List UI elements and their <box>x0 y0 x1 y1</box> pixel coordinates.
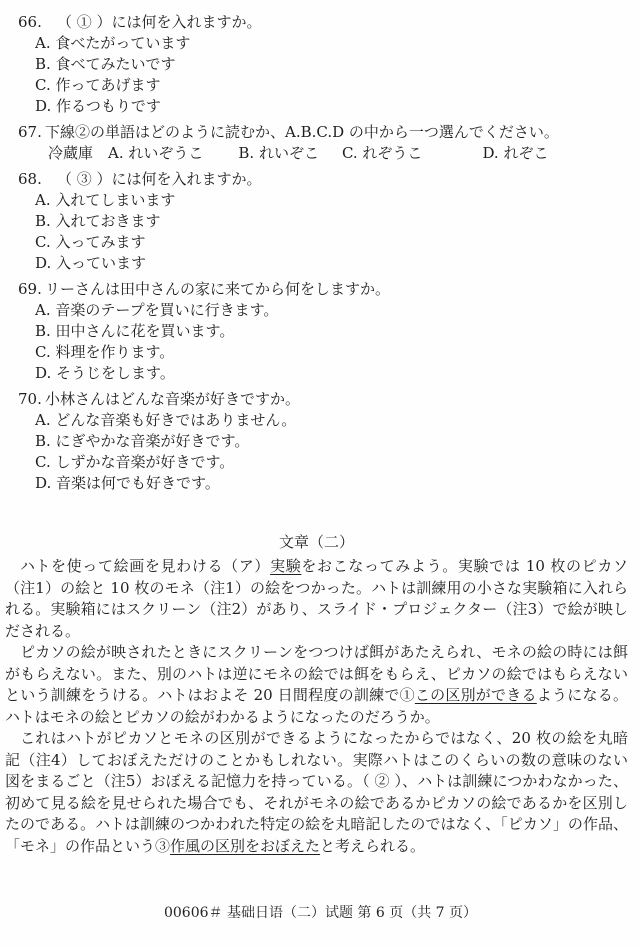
question-69 <box>18 279 627 384</box>
options-list <box>18 300 627 384</box>
question-stem: 下線②の単語はどのように読むか、A.B.C.D の中から一つ選んでください。 <box>45 123 559 141</box>
question-70 <box>18 389 627 494</box>
reading-passage <box>0 532 641 857</box>
option-a: A. どんな音楽も好きではありません。 <box>35 411 297 429</box>
page-footer: 00606＃ 基础日语（二）试题 第 6 页（共 7 页） <box>163 905 478 921</box>
option-c: C. しずかな音楽が好きです。 <box>35 453 235 471</box>
target-word: 冷蔵庫 <box>48 144 94 162</box>
question-number: 70. <box>18 390 42 408</box>
option-c: C. 入ってみます <box>35 233 146 251</box>
option-b: B. 入れておきます <box>35 212 161 230</box>
question-number: 66. <box>18 13 42 31</box>
option-b: B. れいぞこ <box>238 144 319 162</box>
question-stem: リーさんは田中さんの家に来てから何をしますか。 <box>45 280 391 298</box>
underlined-phrase-a: 実験 <box>270 557 302 575</box>
option-b: B. 田中さんに花を買います。 <box>35 322 235 340</box>
option-d: D. 入っています <box>35 254 147 272</box>
passage-text: これはハトがピカソとモネの区別ができるようになったからではなく、20 枚の絵を丸暗記（注4）しておぼえただけのことかもしれない。実際ハトはこのくらいの数の意味のない図をまるごと（注5）おぼえる記憶力を持っている。（ ② ）、ハトは訓練につかわなかった、初めて見る絵を見せられた場合でも、それがモネの絵であるかピカソの絵であるかを区別したのである。ハトは訓練のつかわれた特定の絵を丸暗記したのではなく、「ピカソ」の作品、「モネ」の作品という③ <box>5 729 628 855</box>
passage-paragraph-2 <box>5 642 628 728</box>
option-b: B. にぎやかな音楽が好きです。 <box>35 432 250 450</box>
question-stem-row <box>18 12 627 33</box>
question-number: 69. <box>18 280 42 298</box>
option-d: D. そうじをします。 <box>35 364 175 382</box>
passage-paragraph-1 <box>5 556 628 642</box>
question-67 <box>18 122 627 164</box>
question-number: 68. <box>18 170 42 188</box>
option-c: C. 料理を作ります。 <box>35 343 175 361</box>
question-66 <box>18 12 627 117</box>
option-c: C. れぞうこ <box>341 144 423 162</box>
question-stem: 小林さんはどんな音楽が好きですか。 <box>45 390 301 408</box>
passage-paragraph-3 <box>5 728 628 857</box>
underlined-phrase-1: この区別ができる <box>414 686 537 704</box>
questions-section <box>0 12 641 494</box>
option-a: A. れいぞうこ <box>108 144 204 162</box>
passage-text: をおこなってみよう。実験では 10 枚のピカソ（注1）の絵と 10 枚のモネ（注1）の絵をつかった。ハトは訓練用の小さな実験箱に入れられる。実験箱にはスクリーン（注2）があり、スライド・プロジェクター（注3）で絵が映しだされる。 <box>5 557 628 640</box>
question-68 <box>18 169 627 274</box>
reading-options-row <box>18 143 627 164</box>
question-stem-row <box>18 169 627 190</box>
underlined-phrase-3: 作風の区別をおぼえた <box>170 836 321 855</box>
options-list <box>18 33 627 117</box>
question-stem-row <box>18 279 627 300</box>
option-c: C. 作ってあげます <box>35 76 161 94</box>
passage-text: ピカソの絵が映されたときにスクリーンをつつけば餌があたえられ、モネの絵の時には餌がもらえない。また、別のハトは逆にモネの絵では餌をもらえ、ピカソの絵ではもらえないという訓練をうける。ハトはおよそ 20 日間程度の訓練で① <box>5 643 628 704</box>
question-stem-row <box>18 389 627 410</box>
passage-text: と考えられる。 <box>320 836 426 855</box>
option-d: D. 音楽は何でも好きです。 <box>35 474 220 492</box>
question-stem: （ ① ）には何を入れますか。 <box>57 13 262 31</box>
question-number: 67. <box>18 123 42 141</box>
question-stem-row <box>18 122 627 143</box>
option-b: B. 食べてみたいです <box>35 55 176 73</box>
options-list <box>18 410 627 494</box>
passage-title: 文章（二） <box>278 533 354 551</box>
option-a: A. 食べたがっています <box>35 34 191 52</box>
option-a: A. 入れてしまいます <box>35 191 176 209</box>
question-stem: （ ③ ）には何を入れますか。 <box>57 170 262 188</box>
option-a: A. 音楽のテープを買いに行きます。 <box>35 301 279 319</box>
passage-text: ようになる。ハトはモネの絵とピカソの絵がわかるようになったのだろうか。 <box>5 686 628 726</box>
passage-text: ハトを使って絵画を見わける（ア） <box>20 557 271 575</box>
option-d: D. 作るつもりです <box>35 97 161 115</box>
option-d: D. れぞこ <box>482 144 549 162</box>
options-list <box>18 190 627 274</box>
